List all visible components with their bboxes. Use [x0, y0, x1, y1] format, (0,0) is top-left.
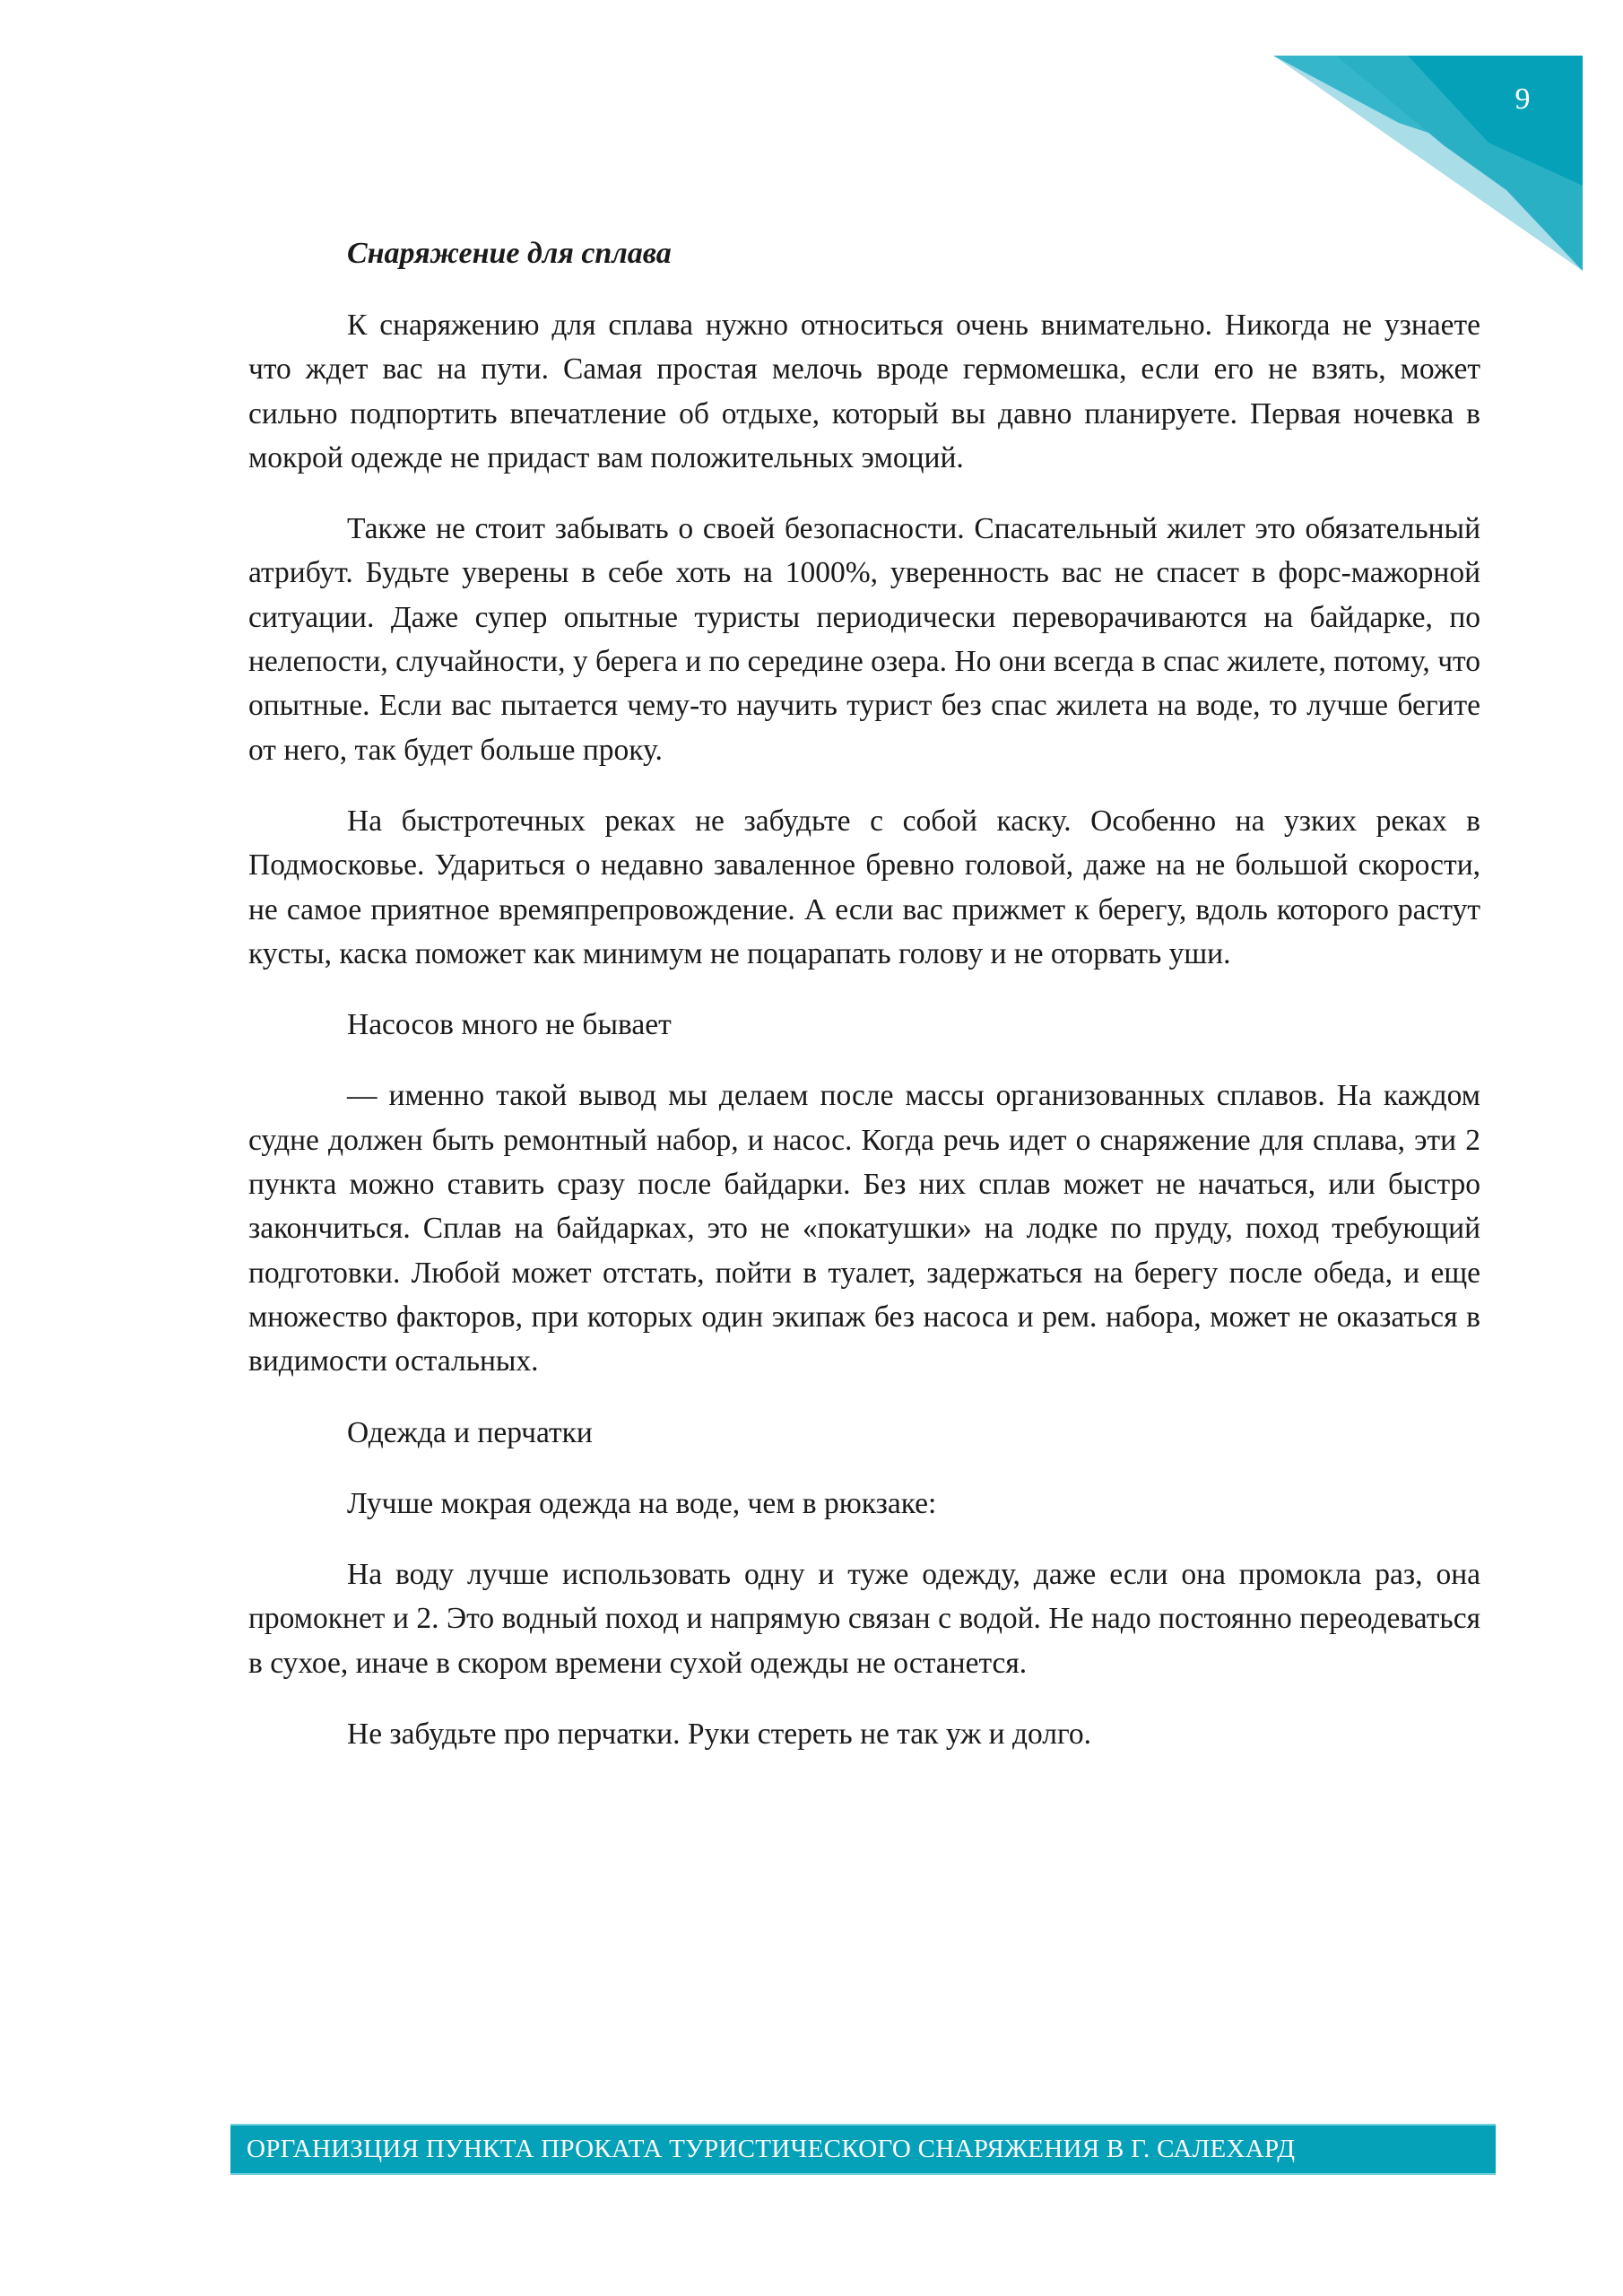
footer-text: ОРГАНИЗЦИЯ ПУНКТА ПРОКАТА ТУРИСТИЧЕСКОГО СНАРЯЖЕНИЯ В Г. САЛЕХАРД [247, 2135, 1296, 2163]
section-heading: Снаряжение для сплава [347, 237, 672, 270]
paragraph-pumps: — именно такой вывод мы делаем после массы организованных сплавов. На каждом судне должен быть ремонтный набор, и насос. Когда речь идет о снаряжение для сплава, эти 2 пункта можно ставить сразу после байдарки. Без них сплав может не начаться, или быстро закончиться. Сплав на байдарках, это не «покатушки» на лодке по пруду, поход требующий подготовки. Любой может отстать, пойти в туалет, задержаться на берегу после обеда, и еще множество факторов, при которых один экипаж без насоса и рем. набора, может не оказаться в видимости остальных. [248, 1079, 1480, 1378]
paragraph-clothing: На воду лучше использовать одну и туже одежду, даже если она промокла раз, она промокнет и 2. Это водный поход и напрямую связан с водой. Не надо постоянно переодеваться в сухое, иначе в скором времени сухой одежды не останется. [248, 1558, 1480, 1680]
page-content [248, 231, 1480, 1783]
page-number: 9 [1515, 83, 1531, 116]
paragraph-helmet: На быстротечных реках не забудьте с собой каску. Особенно на узких реках в Подмосковье. Удариться о недавно заваленное бревно головой, даже на не большой скорости, не самое приятное времяпрепровождение. А если вас прижмет к берегу, вдоль которого растут кусты, каска поможет как минимум не поцарапать голову и не оторвать уши. [248, 804, 1480, 970]
paragraph-gloves: Не забудьте про перчатки. Руки стереть не так уж и долго. [347, 1718, 1092, 1752]
footer-banner [230, 2124, 1496, 2175]
paragraph-safety: Также не стоит забывать о своей безопасности. Спасательный жилет это обязательный атрибут. Будьте уверены в себе хоть на 1000%, уверенность вас не спасет в форс-мажорной ситуации. Даже супер опытные туристы периодически переворачиваются на байдарке, по нелепости, случайности, у берега и по середине озера. Но они всегда в спас жилете, потому, что опытные. Если вас пытается чему-то научить турист без спас жилета на воде, то лучше бегите от него, так будет больше проку. [248, 512, 1480, 767]
subheading-wet-clothes: Лучше мокрая одежда на воде, чем в рюкзаке: [347, 1486, 937, 1520]
subheading-clothing: Одежда и перчатки [347, 1415, 593, 1449]
subheading-pumps: Насосов много не бывает [347, 1008, 672, 1042]
paragraph-intro: К снаряжению для сплава нужно относиться очень внимательно. Никогда не узнаете что ждет вас на пути. Самая простая мелочь вроде гермомешка, если его не взять, может сильно подпортить впечатление об отдыхе, который вы давно планируете. Первая ночевка в мокрой одежде не придаст вам положительных эмоций. [248, 309, 1480, 474]
